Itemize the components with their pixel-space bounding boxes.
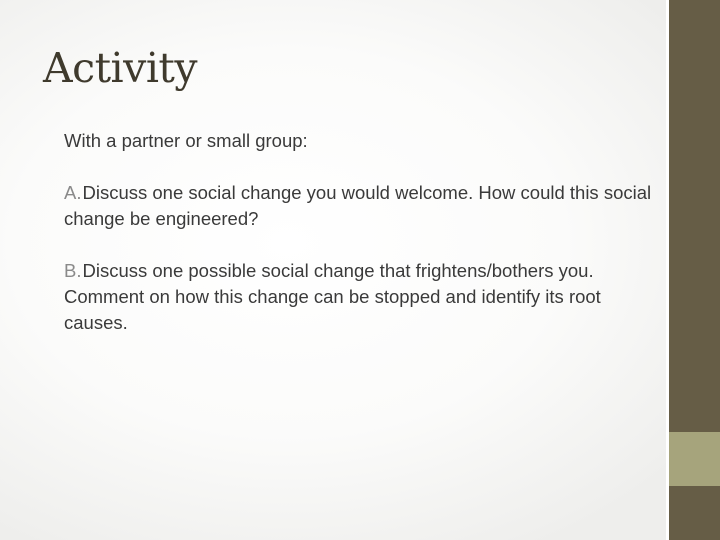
list-item-a [64,180,654,232]
list-marker-b: B. [64,260,82,281]
sidebar-accent-block [669,432,720,486]
slide-title: Activity [43,44,198,92]
slide-body [64,128,654,362]
intro-text: With a partner or small group: [64,130,308,151]
list-text-b: Discuss one possible social change that frightens/bothers you. Comment on how this change can be stopped and identify its root causes. [64,260,601,333]
list-marker-a: A. [64,182,82,203]
list-text-a: Discuss one social change you would welcome. How could this social change be engineered? [64,182,652,229]
list-item-b [64,258,654,336]
